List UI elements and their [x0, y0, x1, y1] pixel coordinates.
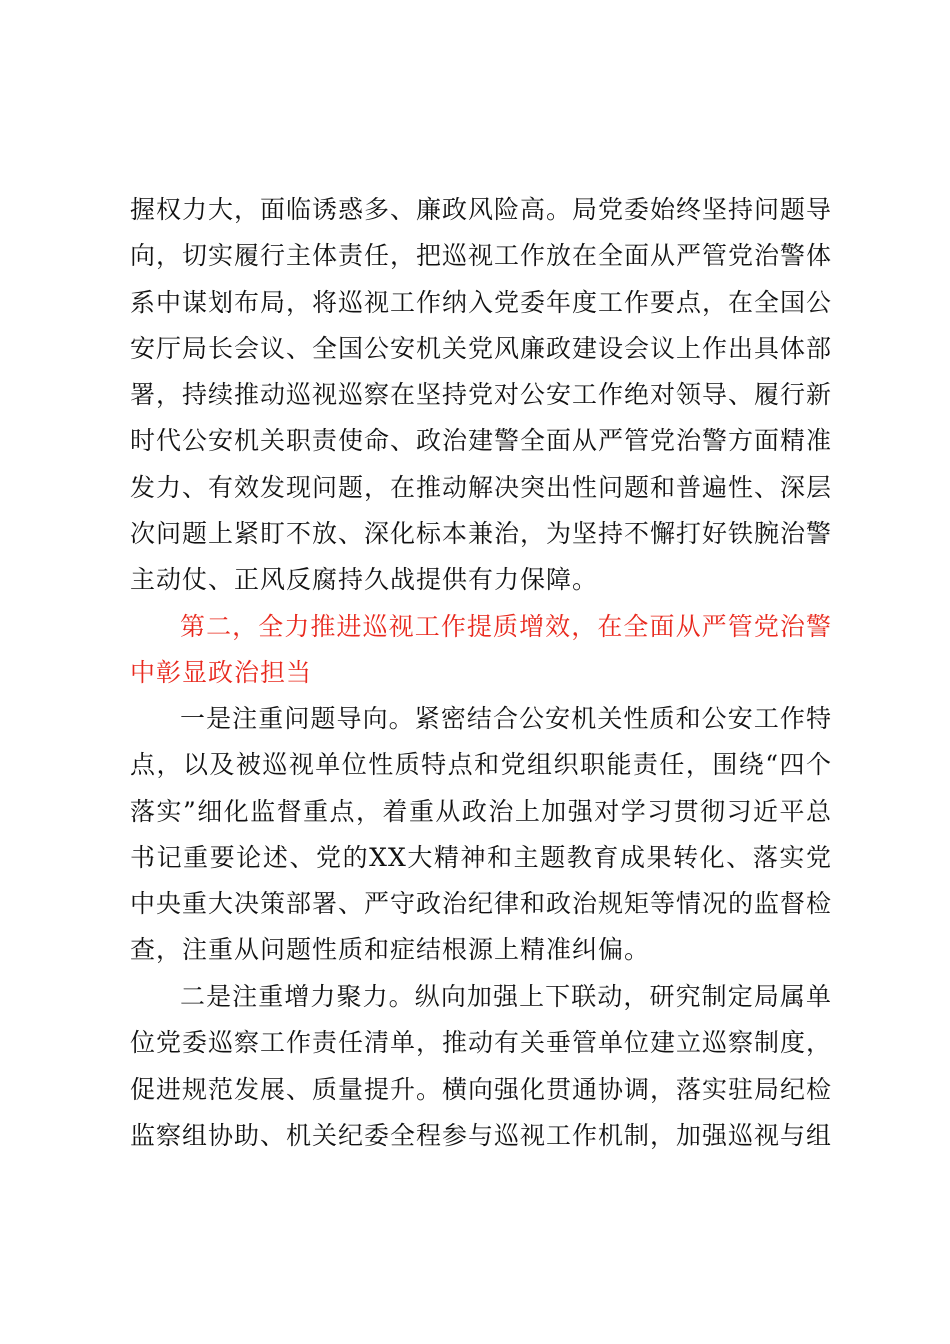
section-heading-2: 第二，全力推进巡视工作提质增效，在全面从严管党治警中彰显政治担当	[130, 612, 832, 688]
body-paragraph-4: 二是注重增力聚力。纵向加强上下联动，研究制定局属单位党委巡察工作责任清单，推动有关垂管单位建立巡察制度，促进规范发展、质量提升。横向强化贯通协调，落实驻局纪检监察组协助、机关纪委全程参与巡视工作机制，加强巡视与组	[130, 982, 833, 1150]
body-paragraph-3: 一是注重问题导向。紧密结合公安机关性质和公安工作特点，以及被巡视单位性质特点和党组织职能责任，围绕“四个落实”细化监督重点，着重从政治上加强对学习贯彻习近平总书记重要论述、党的XX大精神和主题教育成果转化、落实党中央重大决策部署、严守政治纪律和政治规矩等情况的监督检查，注重从问题性质和症结根源上精准纠偏。	[130, 704, 833, 965]
body-paragraph-1: 握权力大，面临诱惑多、廉政风险高。局党委始终坚持问题导向，切实履行主体责任，把巡视工作放在全面从严管党治警体系中谋划布局，将巡视工作纳入党委年度工作要点，在全国公安厅局长会议、全国公安机关党风廉政建设会议上作出具体部署，持续推动巡视巡察在坚持党对公安工作绝对领导、履行新时代公安机关职责使命、政治建警全面从严管党治警方面精准发力、有效发现问题，在推动解决突出性问题和普遍性、深层次问题上紧盯不放、深化标本兼治，为坚持不懈打好铁腕治警主动仗、正风反腐持久战提供有力保障。	[130, 195, 833, 595]
